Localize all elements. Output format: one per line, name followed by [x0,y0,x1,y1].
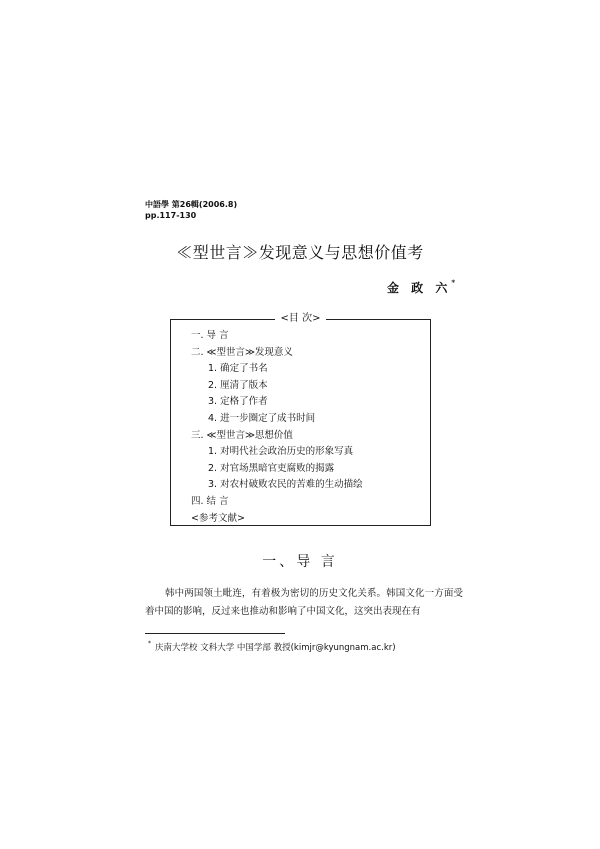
toc-item: 1. 确定了书名 [208,363,268,375]
toc-item: 3. 对农村破败农民的苦难的生动描绘 [208,479,363,491]
paper-title: ≪型世言≫发现意义与思想价值考 [176,243,424,262]
table-of-contents [170,313,431,526]
toc-heading: <目 次> [171,313,430,325]
toc-item: 1. 对明代社会政治历史的形象写真 [208,446,354,458]
section-heading: 一、导 言 [262,554,338,570]
body-paragraph: 韩中两国领土毗连，有着极为密切的历史文化关系。韩国文化一方面受着中国的影响，反过来也推动和影响了中国文化，这突出表现在有 [145,588,463,617]
footnote-divider [145,633,285,634]
footnote-mark: * [148,640,151,647]
page-range: pp.117-130 [145,211,197,220]
toc-item: 一. 导 言 [191,330,229,341]
footnote-text: 庆南大学校 文科大学 中国学部 教授(kimjr@kyungnam.ac.kr) [155,642,396,653]
toc-item: 二. ≪型世言≫发现意义 [191,346,293,358]
toc-item: <参考文献> [191,512,245,524]
journal-info [145,199,237,221]
journal-volume: 中語學 第26輯(2006.8) [145,200,238,209]
author-footnote-mark: * [451,278,455,287]
toc-item: 2. 对官场黑暗官吏腐败的揭露 [208,462,335,474]
toc-list [191,328,363,527]
toc-item: 4. 进一步圈定了成书时间 [208,412,316,424]
toc-item: 四. 结 言 [191,495,229,507]
author-name: 金 政 六 [386,281,452,295]
toc-item: 2. 厘清了版本 [208,379,268,391]
toc-item: 3. 定格了作者 [208,396,268,408]
toc-item: 三. ≪型世言≫思想价值 [191,429,293,441]
footnote [148,639,396,654]
author [387,279,455,296]
